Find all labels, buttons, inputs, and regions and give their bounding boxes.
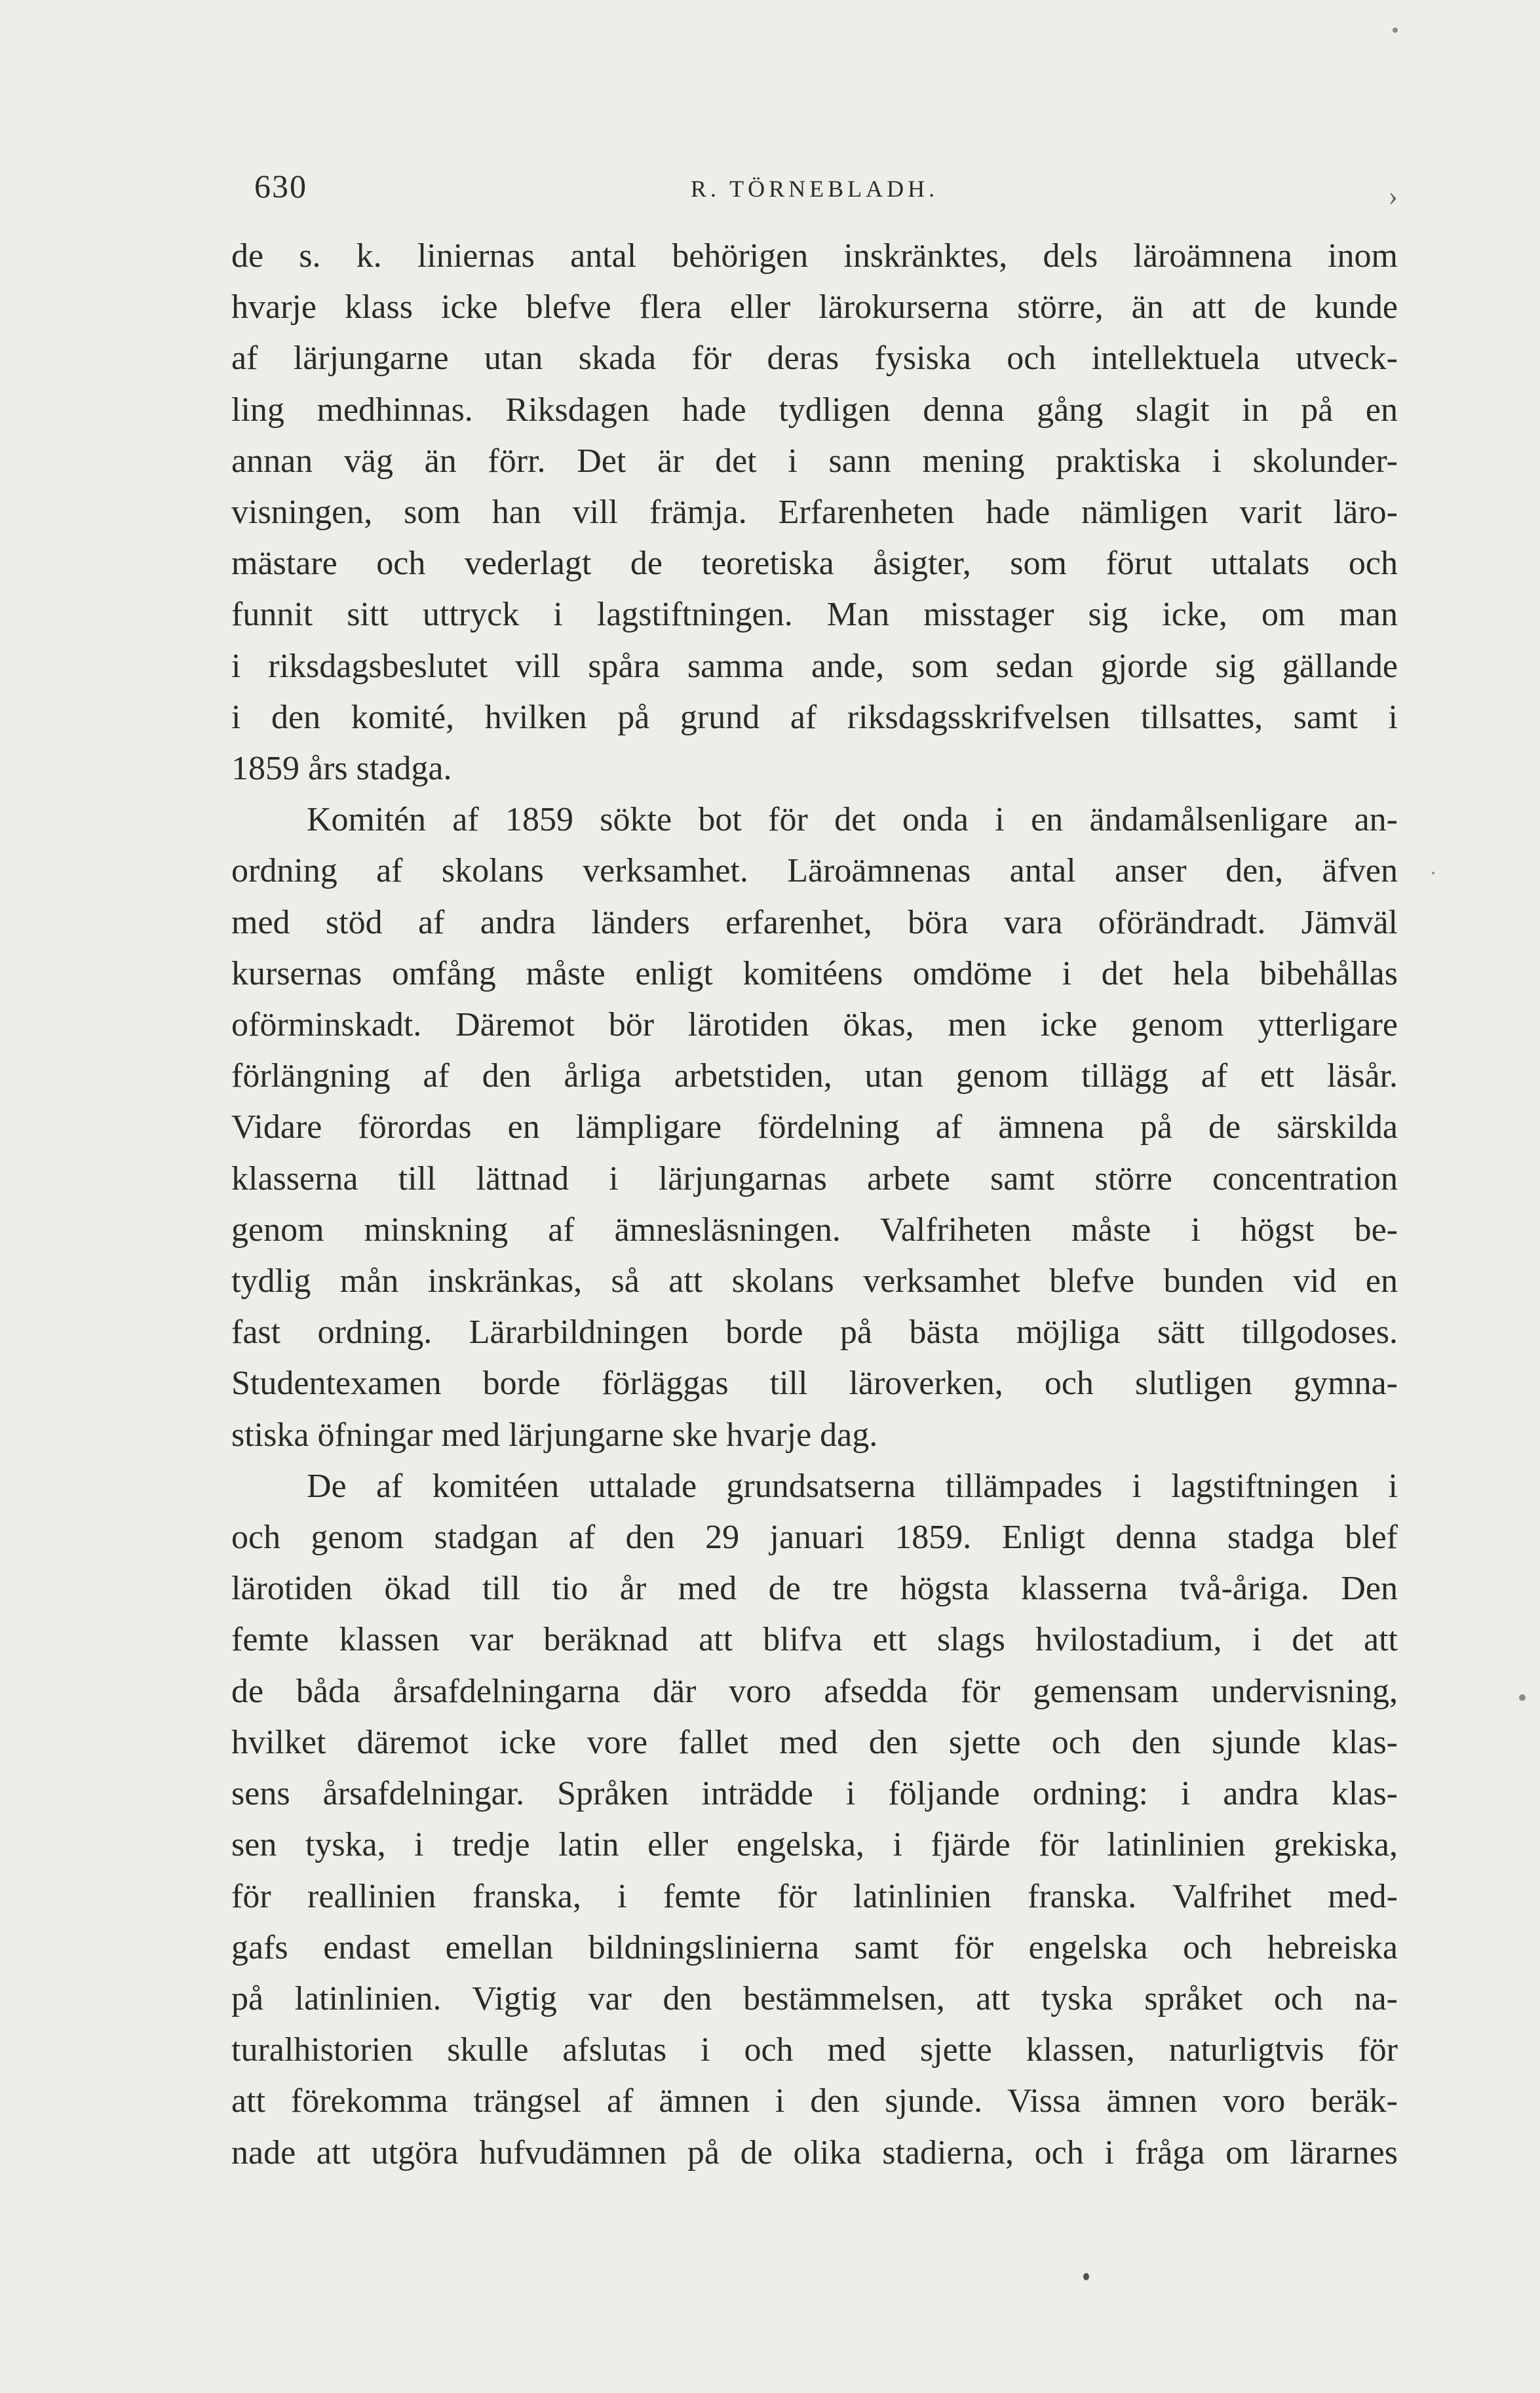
paragraph-1: [231, 231, 1398, 794]
text-line: annan väg än förr. Det är det i sann mening praktiska i skolunder-: [231, 442, 1398, 480]
text-line: 1859 års stadga.: [231, 750, 452, 788]
text-line: af lärjungarne utan skada för deras fysiska och intellektuela utveck-: [231, 340, 1398, 378]
scan-speck: [1083, 2273, 1089, 2280]
text-line: gafs endast emellan bildningslinierna samt för engelska och hebreiska: [231, 1928, 1398, 1966]
text-line: de s. k. liniernas antal behörigen inskränktes, dels läroämnena inom: [231, 237, 1398, 275]
text-line: femte klassen var beräknad att blifva ett slags hvilostadium, i det att: [231, 1621, 1398, 1659]
text-line: lärotiden ökad till tio år med de tre högsta klasserna två-åriga. Den: [231, 1570, 1398, 1608]
running-head: R. TÖRNEBLADH.: [690, 176, 939, 202]
text-line: ling medhinnas. Riksdagen hade tydligen denna gång slagit in på en: [231, 391, 1398, 429]
scan-speck: [1519, 1694, 1526, 1701]
text-line: i den komité, hvilken på grund af riksdagsskrifvelsen tillsattes, samt i: [231, 698, 1398, 736]
scan-speck: [1432, 872, 1434, 874]
text-line: med stöd af andra länders erfarenhet, böra vara oförändradt. Jämväl: [231, 903, 1398, 941]
text-line: Studentexamen borde förläggas till läroverken, och slutligen gymna-: [231, 1365, 1398, 1403]
text-line: att förekomma trängsel af ämnen i den sjunde. Vissa ämnen voro beräk-: [231, 2082, 1398, 2120]
text-line: sens årsafdelningar. Språken inträdde i följande ordning: i andra klas-: [231, 1775, 1398, 1813]
text-line: Komitén af 1859 sökte bot för det onda i en ändamålsenligare an-: [307, 801, 1398, 839]
text-line: i riksdagsbeslutet vill spåra samma ande, som sedan gjorde sig gällande: [231, 647, 1398, 685]
text-line: De af komitéen uttalade grundsatserna tillämpades i lagstiftningen i: [307, 1467, 1398, 1505]
scan-speck: [1393, 28, 1398, 33]
text-line: mästare och vederlagt de teoretiska åsigter, som förut uttalats och: [231, 545, 1398, 583]
text-line: turalhistorien skulle afslutas i och med sjette klassen, naturligtvis för: [231, 2031, 1398, 2069]
text-line: visningen, som han vill främja. Erfarenheten hade nämligen varit läro-: [231, 494, 1398, 532]
text-line: på latinlinien. Vigtig var den bestämmelsen, att tyska språket och na-: [231, 1979, 1398, 2017]
text-line: genom minskning af ämnesläsningen. Valfriheten måste i högst be-: [231, 1211, 1398, 1249]
text-line: sen tyska, i tredje latin eller engelska, i fjärde för latinlinien grekiska,: [231, 1826, 1398, 1864]
text-line: för reallinien franska, i femte för latinlinien franska. Valfrihet med-: [231, 1877, 1398, 1915]
text-line: nade att utgöra hufvudämnen på de olika stadierna, och i fråga om lärarnes: [231, 2133, 1398, 2171]
text-line: funnit sitt uttryck i lagstiftningen. Man misstager sig icke, om man: [231, 596, 1398, 634]
text-line: och genom stadgan af den 29 januari 1859. Enligt denna stadga blef: [231, 1519, 1398, 1557]
text-line: hvarje klass icke blefve flera eller lärokurserna större, än att de kunde: [231, 288, 1398, 326]
body-text: [231, 231, 1398, 2179]
text-line: stiska öfningar med lärjungarne ske hvarje dag.: [231, 1416, 878, 1454]
text-line: ordning af skolans verksamhet. Läroämnenas antal anser den, äfven: [231, 852, 1398, 890]
text-line: Vidare förordas en lämpligare fördelning af ämnena på de särskilda: [231, 1108, 1398, 1146]
corner-mark: ›: [1388, 180, 1398, 212]
text-line: kursernas omfång måste enligt komitéens omdöme i det hela bibehållas: [231, 954, 1398, 992]
text-line: tydlig mån inskränkas, så att skolans verksamhet blefve bunden vid en: [231, 1262, 1398, 1300]
text-line: förlängning af den årliga arbetstiden, utan genom tillägg af ett läsår.: [231, 1057, 1398, 1095]
text-line: fast ordning. Lärarbildningen borde på bästa möjliga sätt tillgodoses.: [231, 1313, 1398, 1352]
text-line: hvilket däremot icke vore fallet med den sjette och den sjunde klas-: [231, 1723, 1398, 1761]
page-number: 630: [254, 168, 307, 204]
paragraph-2: [231, 794, 1398, 1461]
text-line: de båda årsafdelningarna där voro afsedda för gemensam undervisning,: [231, 1672, 1398, 1710]
paragraph-3: [231, 1461, 1398, 2179]
text-line: klasserna till lättnad i lärjungarnas arbete samt större concentration: [231, 1159, 1398, 1197]
page-header: [231, 167, 1398, 213]
text-line: oförminskadt. Däremot bör lärotiden ökas, men icke genom ytterligare: [231, 1006, 1398, 1044]
